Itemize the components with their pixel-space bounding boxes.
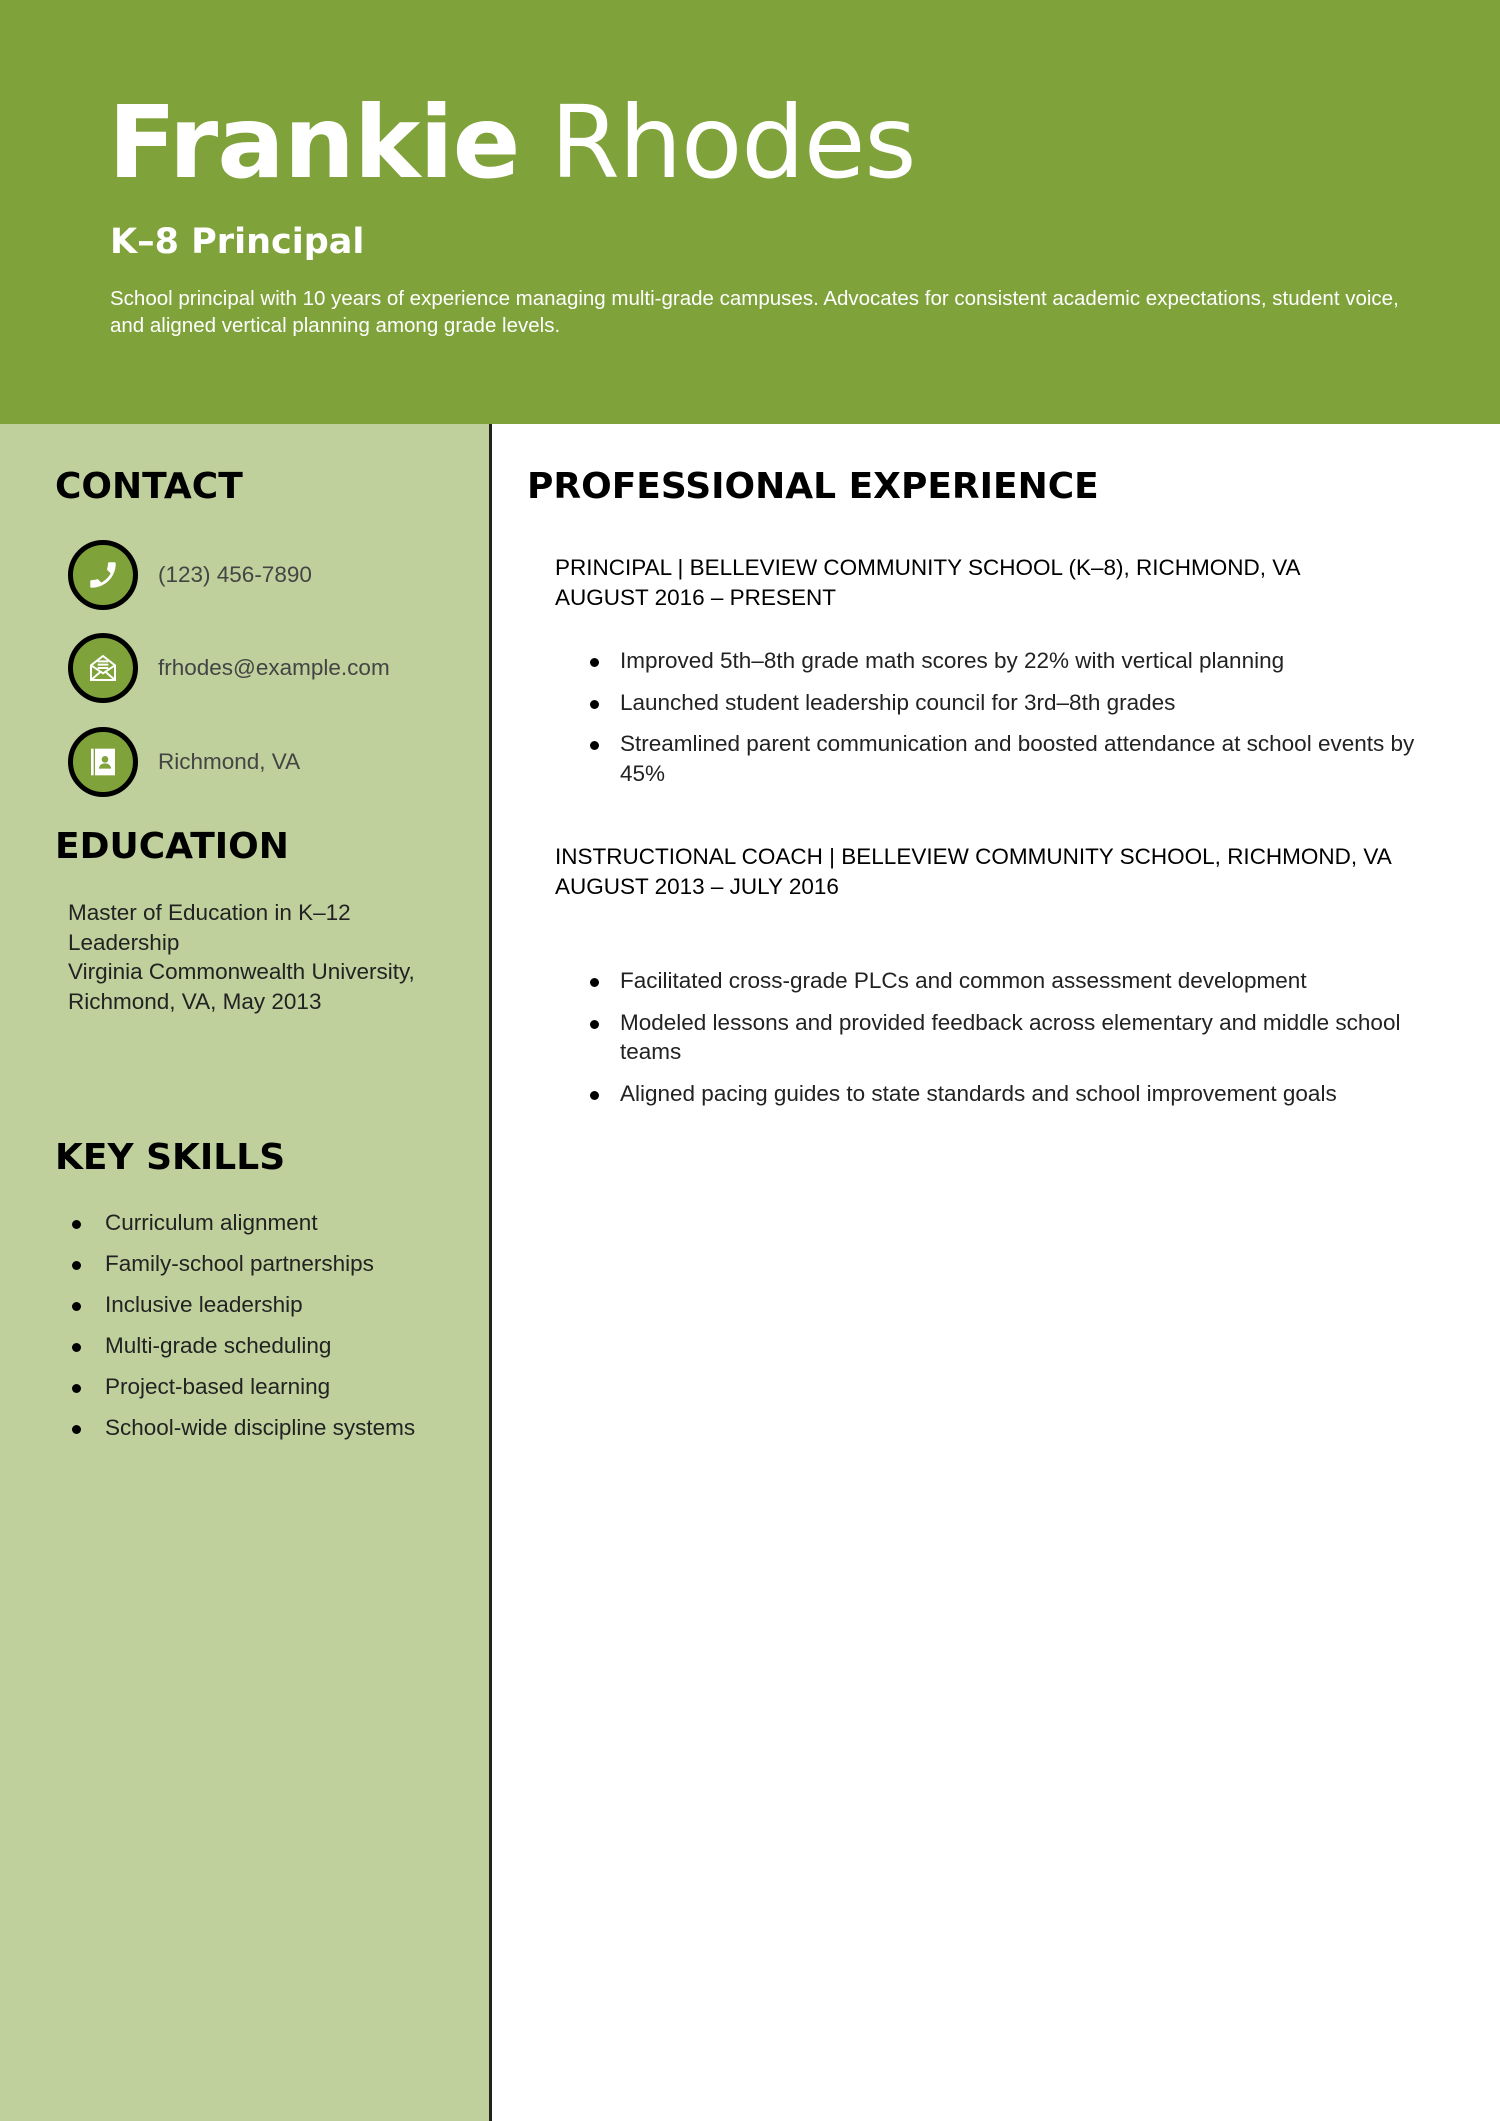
- job-header: [555, 842, 1405, 901]
- skill-item: School-wide discipline systems: [68, 1413, 428, 1443]
- summary: School principal with 10 years of experience managing multi-grade campuses. Advocates for consistent academic expectations, student voice, and aligned vertical planning among grade levels.: [110, 287, 1399, 337]
- skill-item: Project-based learning: [68, 1372, 428, 1402]
- job-role: K–8 Principal: [110, 222, 365, 262]
- contact-heading: CONTACT: [55, 466, 243, 507]
- skills-list: [68, 1208, 428, 1454]
- envelope-icon: [68, 633, 138, 703]
- job-bullet: Facilitated cross-grade PLCs and common assessment development: [586, 966, 1416, 996]
- job-dates: AUGUST 2013 – JULY 2016: [555, 873, 839, 899]
- address-book-icon: [68, 727, 138, 797]
- phone-text: (123) 456-7890: [158, 562, 312, 587]
- email-text: frhodes@example.com: [158, 655, 390, 680]
- skills-heading: KEY SKILLS: [55, 1137, 286, 1178]
- job-bullet: Modeled lessons and provided feedback across elementary and middle school teams: [586, 1008, 1416, 1067]
- job-bullet: Launched student leadership council for 3rd–8th grades: [586, 688, 1416, 718]
- skill-item: Multi-grade scheduling: [68, 1331, 428, 1361]
- education-degree: Master of Education in K–12 Leadership: [68, 900, 351, 955]
- job-bullets: [586, 646, 1416, 800]
- contact-email: [68, 633, 390, 703]
- education-heading: EDUCATION: [55, 826, 289, 867]
- skill-item: Family-school partnerships: [68, 1249, 428, 1279]
- contact-location: [68, 727, 300, 797]
- location-text: Richmond, VA: [158, 749, 301, 774]
- header-banner: [0, 0, 1500, 424]
- education-entry: [68, 898, 428, 1016]
- skill-item: Curriculum alignment: [68, 1208, 428, 1238]
- job-dates: AUGUST 2016 – PRESENT: [555, 584, 836, 610]
- job-header: [555, 553, 1405, 612]
- contact-phone: [68, 540, 312, 610]
- skill-item: Inclusive leadership: [68, 1290, 428, 1320]
- last-name: Rhodes: [550, 84, 916, 201]
- job-title: INSTRUCTIONAL COACH | BELLEVIEW COMMUNITY SCHOOL, RICHMOND, VA: [555, 844, 1392, 869]
- phone-icon: [68, 540, 138, 610]
- education-school: Virginia Commonwealth University, Richmond, VA, May 2013: [68, 959, 415, 1014]
- job-bullet: Aligned pacing guides to state standards and school improvement goals: [586, 1079, 1416, 1109]
- job-bullets: [586, 966, 1416, 1120]
- job-bullet: Improved 5th–8th grade math scores by 22% with vertical planning: [586, 646, 1416, 676]
- job-bullet: Streamlined parent communication and boosted attendance at school events by 45%: [586, 729, 1416, 788]
- experience-heading: PROFESSIONAL EXPERIENCE: [527, 466, 1099, 507]
- candidate-name: [108, 84, 915, 201]
- first-name: Frankie: [108, 84, 520, 201]
- job-title: PRINCIPAL | BELLEVIEW COMMUNITY SCHOOL (K–8), RICHMOND, VA: [555, 555, 1301, 580]
